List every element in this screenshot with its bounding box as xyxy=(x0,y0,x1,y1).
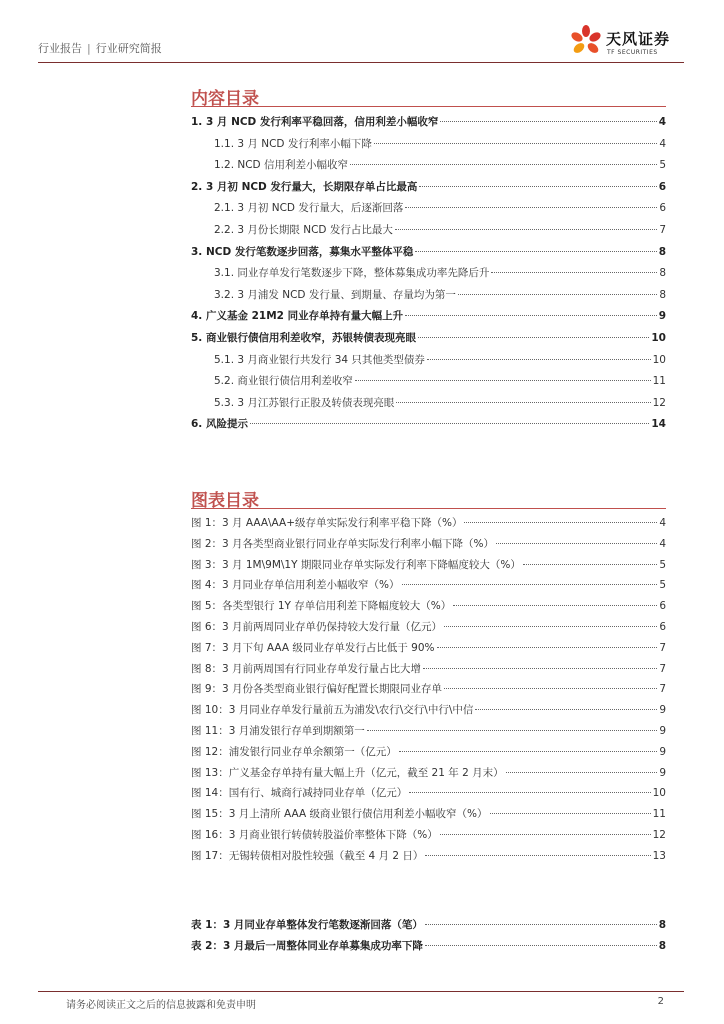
figure-index-entry-page-number: 9 xyxy=(659,766,666,779)
toc-subsection-entry-label: 1.1. 3 月 NCD 发行利率小幅下降 xyxy=(214,137,372,150)
dot-leader xyxy=(355,380,651,381)
toc-section-entry[interactable] xyxy=(191,330,666,345)
figure-index-entry[interactable] xyxy=(191,619,666,634)
toc-subsection-entry[interactable] xyxy=(214,200,666,215)
toc-title-rule xyxy=(191,106,666,107)
figure-index-entry-page-number: 13 xyxy=(652,849,666,862)
toc-section-entry-label: 5. 商业银行债信用利差收窄，苏银转债表现亮眼 xyxy=(191,332,416,344)
toc-subsection-entry-label: 5.2. 商业银行债信用利差收窄 xyxy=(214,375,353,388)
toc-subsection-entry-label: 1.2. NCD 信用利差小幅收窄 xyxy=(214,159,348,172)
table-index-entry-page-number: 8 xyxy=(658,919,666,931)
dot-leader xyxy=(523,564,657,565)
toc-subsection-entry[interactable] xyxy=(214,352,666,367)
figure-index-entry[interactable] xyxy=(191,723,666,738)
figure-index-entry[interactable] xyxy=(191,577,666,592)
dot-leader xyxy=(425,924,657,925)
figure-index-entry[interactable] xyxy=(191,598,666,613)
figure-index-entry-page-number: 12 xyxy=(652,829,666,841)
figure-index-entry[interactable] xyxy=(191,827,666,842)
dot-leader xyxy=(490,813,651,814)
dot-leader xyxy=(419,186,656,187)
toc-section-entry-page-number: 14 xyxy=(651,418,666,431)
figure-index-entry-page-number: 5 xyxy=(659,558,666,571)
figure-index-entry-page-number: 10 xyxy=(652,787,666,800)
toc-subsection-entry[interactable] xyxy=(214,265,666,280)
dot-leader xyxy=(399,751,658,752)
figure-index-entry-page-number: 4 xyxy=(659,537,666,550)
figure-index-entry[interactable] xyxy=(191,640,666,655)
figure-index-entry[interactable] xyxy=(191,702,666,717)
logo-name-en: TF SECURITIES xyxy=(607,49,658,56)
dot-leader xyxy=(405,315,657,316)
dot-leader xyxy=(405,207,657,208)
figure-index-entry-label: 图 12：浦发银行同业存单余额第一（亿元） xyxy=(191,745,397,758)
figure-index-entry-label: 图 13：广义基金存单持有量大幅上升（亿元，截至 21 年 2 月末） xyxy=(191,766,504,779)
figure-index-entry-page-number: 7 xyxy=(659,641,666,654)
toc-section-entry-label: 4. 广义基金 21M2 同业存单持有量大幅上升 xyxy=(191,310,404,323)
dot-leader xyxy=(453,605,657,606)
figure-index-entry-label: 图 11：3 月浦发银行存单到期额第一 xyxy=(191,725,365,737)
dot-leader xyxy=(464,522,657,523)
dot-leader xyxy=(444,688,657,689)
figure-index-entry-page-number: 6 xyxy=(659,621,666,633)
dot-leader xyxy=(250,423,649,424)
figure-index-entry-label: 图 7：3 月下旬 AAA 级同业存单发行占比低于 90% xyxy=(191,641,435,654)
table-index-entry-label: 表 2：3 月最后一周整体同业存单募集成功率下降 xyxy=(191,940,423,952)
figure-index-entry[interactable] xyxy=(191,661,666,676)
figure-index-entry[interactable] xyxy=(191,557,666,572)
figure-index-entry-label: 图 15：3 月上清所 AAA 级商业银行债信用利差小幅收窄（%） xyxy=(191,808,488,821)
figure-index-entry-label: 图 3：3 月 1M\9M\1Y 期限同业存单实际发行利率下降幅度较大（%） xyxy=(191,558,521,571)
dot-leader xyxy=(402,584,658,585)
table-index-entry[interactable] xyxy=(191,938,666,953)
figure-index-entry[interactable] xyxy=(191,536,666,551)
dot-leader xyxy=(367,730,658,731)
breadcrumb xyxy=(38,40,162,56)
figure-index-entry-label: 图 6：3 月前两周同业存单仍保持较大发行量（亿元） xyxy=(191,621,443,633)
toc-subsection-entry[interactable] xyxy=(214,373,666,388)
breadcrumb-separator: | xyxy=(87,42,91,55)
toc-subsection-entry[interactable] xyxy=(214,395,666,410)
breadcrumb-item-brief: 行业研究简报 xyxy=(95,42,162,55)
dot-leader xyxy=(440,121,656,122)
figure-index-title: 图表目录 xyxy=(191,491,259,511)
table-index-entry-label: 表 1：3 月同业存单整体发行笔数逐渐回落（笔） xyxy=(191,919,423,931)
toc-section-entry-page-number: 9 xyxy=(658,310,666,323)
toc-subsection-entry-page-number: 8 xyxy=(659,288,666,301)
table-index-entry-page-number: 8 xyxy=(658,940,666,952)
dot-leader xyxy=(423,668,657,669)
dot-leader xyxy=(427,359,651,360)
figure-index-entry-label: 图 8：3 月前两周国有行同业存单发行量占比大增 xyxy=(191,662,422,675)
figure-index-entry[interactable] xyxy=(191,765,666,780)
figure-index-entry-page-number: 9 xyxy=(659,704,666,717)
toc-section-entry[interactable] xyxy=(191,416,666,431)
footer-divider xyxy=(38,991,684,992)
table-index-entry[interactable] xyxy=(191,917,666,932)
figure-index-entry[interactable] xyxy=(191,681,666,696)
header-divider xyxy=(38,62,684,63)
toc-section-entry[interactable] xyxy=(191,244,666,259)
figure-index-entry-page-number: 9 xyxy=(659,745,666,758)
dot-leader xyxy=(418,337,649,338)
toc-section-entry[interactable] xyxy=(191,114,666,129)
figure-index-entry[interactable] xyxy=(191,848,666,863)
toc-section-entry[interactable] xyxy=(191,308,666,323)
dot-leader xyxy=(475,709,657,710)
flower-logo-icon xyxy=(568,24,604,58)
figure-index-entry-label: 图 1：3 月 AAA\AA+级存单实际发行利率平稳下降（%） xyxy=(191,517,463,529)
toc-subsection-entry-page-number: 5 xyxy=(659,159,666,172)
dot-leader xyxy=(415,251,656,252)
toc-subsection-entry-label: 2.2. 3 月份长期限 NCD 发行占比最大 xyxy=(214,224,393,236)
dot-leader xyxy=(409,792,650,793)
dot-leader xyxy=(496,543,657,544)
figure-index-entry-label: 图 17：无锡转债相对股性较强（截至 4 月 2 日） xyxy=(191,849,424,862)
figure-index-entry-label: 图 9：3 月份各类型商业银行偏好配置长期限同业存单 xyxy=(191,683,443,696)
toc-section-entry-page-number: 4 xyxy=(658,116,666,128)
figure-index-entry-label: 图 4：3 月同业存单信用利差小幅收窄（%） xyxy=(191,579,400,592)
dot-leader xyxy=(437,647,658,648)
toc-subsection-entry-label: 2.1. 3 月初 NCD 发行量大，后逐渐回落 xyxy=(214,202,404,215)
dot-leader xyxy=(395,229,657,230)
page-number: 2 xyxy=(657,996,664,1007)
figure-index-entry-label: 图 14：国有行、城商行减持同业存单（亿元） xyxy=(191,787,408,800)
dot-leader xyxy=(491,272,657,273)
toc-section-entry-label: 1. 3 月 NCD 发行利率平稳回落，信用利差小幅收窄 xyxy=(191,116,439,128)
toc-subsection-entry[interactable] xyxy=(214,222,666,237)
toc-section-entry-page-number: 6 xyxy=(658,180,666,193)
toc-subsection-entry[interactable] xyxy=(214,157,666,172)
toc-subsection-entry-label: 5.1. 3 月商业银行共发行 34 只其他类型债券 xyxy=(214,353,425,366)
toc-subsection-entry-page-number: 12 xyxy=(652,396,666,409)
toc-section-entry-label: 6. 风险提示 xyxy=(191,418,248,431)
dot-leader xyxy=(425,855,650,856)
dot-leader xyxy=(425,945,657,946)
figure-index-entry-page-number: 5 xyxy=(659,579,666,592)
toc-section-entry[interactable] xyxy=(191,179,666,194)
figure-index-entry-page-number: 7 xyxy=(659,683,666,696)
figure-index-entry[interactable] xyxy=(191,744,666,759)
figure-index-entry[interactable] xyxy=(191,515,666,530)
dot-leader xyxy=(440,834,651,835)
footer-disclaimer: 请务必阅读正文之后的信息披露和免责申明 xyxy=(66,1000,256,1011)
dot-leader xyxy=(444,626,657,627)
figure-index-entry-page-number: 11 xyxy=(652,808,666,821)
toc-section-entry-label: 3. NCD 发行笔数逐步回落，募集水平整体平稳 xyxy=(191,245,414,258)
page-header xyxy=(0,0,724,64)
toc-subsection-entry-page-number: 10 xyxy=(652,353,666,366)
dot-leader xyxy=(506,772,658,773)
toc-subsection-entry[interactable] xyxy=(214,287,666,302)
figure-index-entry-page-number: 9 xyxy=(659,725,666,737)
figure-index-entry-label: 图 2：3 月各类型商业银行同业存单实际发行利率小幅下降（%） xyxy=(191,537,495,550)
dot-leader xyxy=(374,143,657,144)
figure-index-entry[interactable] xyxy=(191,806,666,821)
toc-subsection-entry-page-number: 8 xyxy=(659,267,666,280)
toc-title: 内容目录 xyxy=(191,89,259,109)
toc-subsection-entry-page-number: 4 xyxy=(659,137,666,150)
toc-subsection-entry-label: 5.3. 3 月江苏银行正股及转债表现亮眼 xyxy=(214,396,395,409)
toc-subsection-entry[interactable] xyxy=(214,136,666,151)
toc-subsection-entry-page-number: 6 xyxy=(659,202,666,215)
figure-index-entry-page-number: 7 xyxy=(659,662,666,675)
figure-index-entry-page-number: 6 xyxy=(659,600,666,613)
figure-index-entry-label: 图 16：3 月商业银行转债转股溢价率整体下降（%） xyxy=(191,829,438,841)
dot-leader xyxy=(350,164,657,165)
toc-section-entry-label: 2. 3 月初 NCD 发行量大，长期限存单占比最高 xyxy=(191,180,418,193)
toc-section-entry-page-number: 10 xyxy=(651,332,666,344)
toc-subsection-entry-page-number: 11 xyxy=(652,375,666,388)
toc-subsection-entry-label: 3.2. 3 月浦发 NCD 发行量、到期量、存量均为第一 xyxy=(214,288,456,301)
dot-leader xyxy=(458,294,657,295)
toc-section-entry-page-number: 8 xyxy=(658,245,666,258)
figure-index-entry-page-number: 4 xyxy=(659,517,666,529)
figure-index-title-rule xyxy=(191,508,666,509)
toc-subsection-entry-page-number: 7 xyxy=(659,224,666,236)
toc-subsection-entry-label: 3.1. 同业存单发行笔数逐步下降，整体募集成功率先降后升 xyxy=(214,267,490,280)
company-logo xyxy=(564,22,684,60)
figure-index-entry-label: 图 5：各类型银行 1Y 存单信用利差下降幅度较大（%） xyxy=(191,600,452,613)
logo-name-cn: 天风证券 xyxy=(606,30,671,48)
breadcrumb-item-report: 行业报告 xyxy=(38,42,82,55)
figure-index-entry[interactable] xyxy=(191,785,666,800)
figure-index-entry-label: 图 10：3 月同业存单发行量前五为浦发\农行\交行\中行\中信 xyxy=(191,704,474,717)
dot-leader xyxy=(396,402,650,403)
